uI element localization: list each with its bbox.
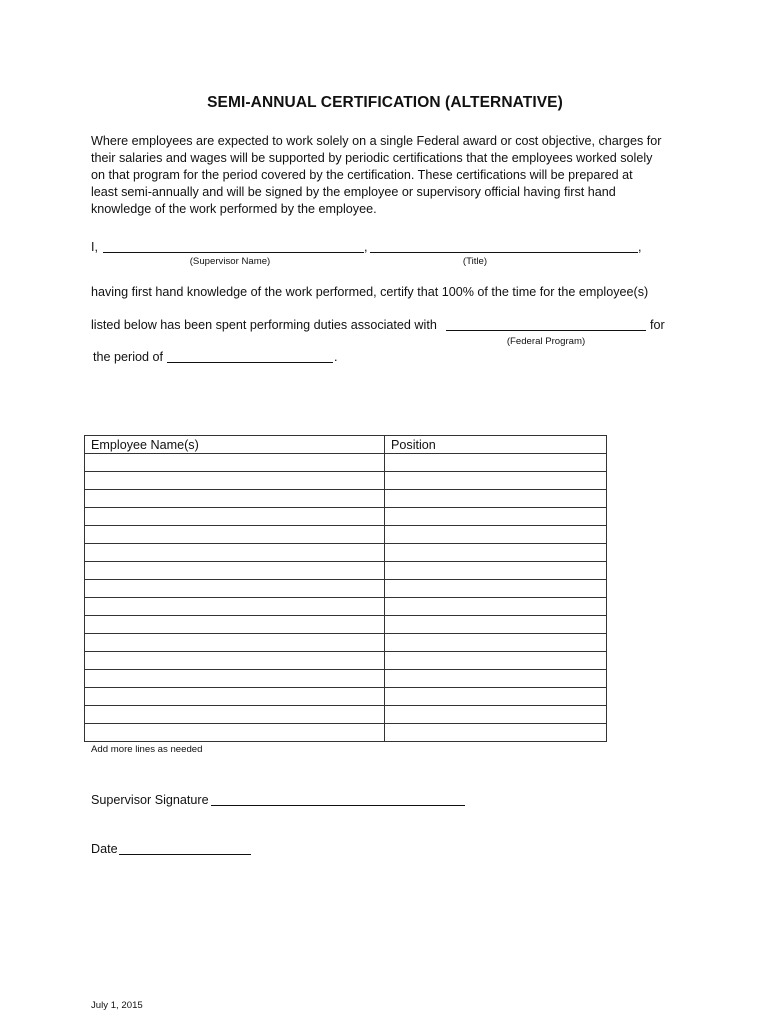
position-cell[interactable] <box>385 490 607 508</box>
employee-name-cell[interactable] <box>85 706 385 724</box>
table-row <box>85 544 607 562</box>
position-header: Position <box>385 436 607 454</box>
employee-name-cell[interactable] <box>85 508 385 526</box>
employee-name-cell[interactable] <box>85 652 385 670</box>
position-cell[interactable] <box>385 688 607 706</box>
title-field[interactable] <box>370 252 638 253</box>
position-cell[interactable] <box>385 634 607 652</box>
employee-name-cell[interactable] <box>85 616 385 634</box>
title-caption: (Title) <box>462 256 488 267</box>
signature-label: Supervisor Signature <box>91 793 209 807</box>
signature-field[interactable] <box>211 805 465 806</box>
table-row <box>85 706 607 724</box>
table-row <box>85 508 607 526</box>
table-row <box>85 526 607 544</box>
table-row <box>85 562 607 580</box>
employee-name-cell[interactable] <box>85 724 385 742</box>
intro-line: their salaries and wages will be supported by periodic certifications that the employees worked solely <box>91 151 653 165</box>
employee-name-cell[interactable] <box>85 526 385 544</box>
table-row <box>85 670 607 688</box>
employee-table-body <box>85 454 607 742</box>
employee-name-cell[interactable] <box>85 562 385 580</box>
position-cell[interactable] <box>385 652 607 670</box>
period-label: the period of <box>93 350 164 364</box>
table-row <box>85 652 607 670</box>
table-row <box>85 688 607 706</box>
supervisor-name-caption: (Supervisor Name) <box>189 256 271 267</box>
table-row <box>85 472 607 490</box>
employee-name-cell[interactable] <box>85 544 385 562</box>
employee-name-cell[interactable] <box>85 454 385 472</box>
position-cell[interactable] <box>385 508 607 526</box>
table-row <box>85 616 607 634</box>
position-cell[interactable] <box>385 562 607 580</box>
date-field[interactable] <box>119 854 251 855</box>
certify-statement: having first hand knowledge of the work performed, certify that 100% of the time for the employee(s) <box>91 285 649 299</box>
employee-name-cell[interactable] <box>85 598 385 616</box>
intro-line: on that program for the period covered by the certification. These certifications will be prepared at <box>91 168 633 182</box>
position-cell[interactable] <box>385 472 607 490</box>
supervisor-name-field[interactable] <box>103 252 364 253</box>
table-row <box>85 454 607 472</box>
add-more-note: Add more lines as needed <box>91 744 203 755</box>
table-row <box>85 490 607 508</box>
position-cell[interactable] <box>385 724 607 742</box>
employee-name-cell[interactable] <box>85 490 385 508</box>
employee-name-cell[interactable] <box>85 472 385 490</box>
employee-name-cell[interactable] <box>85 688 385 706</box>
form-title: SEMI-ANNUAL CERTIFICATION (ALTERNATIVE) <box>207 94 563 111</box>
employee-name-cell[interactable] <box>85 634 385 652</box>
position-cell[interactable] <box>385 670 607 688</box>
employee-name-cell[interactable] <box>85 670 385 688</box>
intro-line: knowledge of the work performed by the employee. <box>91 202 377 216</box>
position-cell[interactable] <box>385 598 607 616</box>
for-word: for <box>650 318 665 332</box>
employee-table <box>84 435 607 742</box>
intro-line: least semi-annually and will be signed by the employee or supervisory official having first hand <box>91 185 616 199</box>
position-cell[interactable] <box>385 526 607 544</box>
footer-date: July 1, 2015 <box>91 1000 143 1011</box>
comma: , <box>638 240 642 254</box>
employee-name-header: Employee Name(s) <box>85 436 385 454</box>
table-header-row <box>85 436 607 454</box>
employee-name-cell[interactable] <box>85 580 385 598</box>
i-prefix: I, <box>91 240 98 254</box>
position-cell[interactable] <box>385 544 607 562</box>
federal-program-caption: (Federal Program) <box>506 336 586 347</box>
position-cell[interactable] <box>385 706 607 724</box>
period-suffix: . <box>334 350 338 364</box>
intro-line: Where employees are expected to work solely on a single Federal award or cost objective, charges for <box>91 134 662 148</box>
date-label: Date <box>91 842 118 856</box>
position-cell[interactable] <box>385 580 607 598</box>
listed-statement: listed below has been spent performing duties associated with <box>91 318 437 332</box>
table-row <box>85 580 607 598</box>
period-field[interactable] <box>167 362 333 363</box>
table-row <box>85 598 607 616</box>
table-row <box>85 724 607 742</box>
comma: , <box>364 240 368 254</box>
federal-program-field[interactable] <box>446 330 646 331</box>
table-row <box>85 634 607 652</box>
position-cell[interactable] <box>385 616 607 634</box>
position-cell[interactable] <box>385 454 607 472</box>
